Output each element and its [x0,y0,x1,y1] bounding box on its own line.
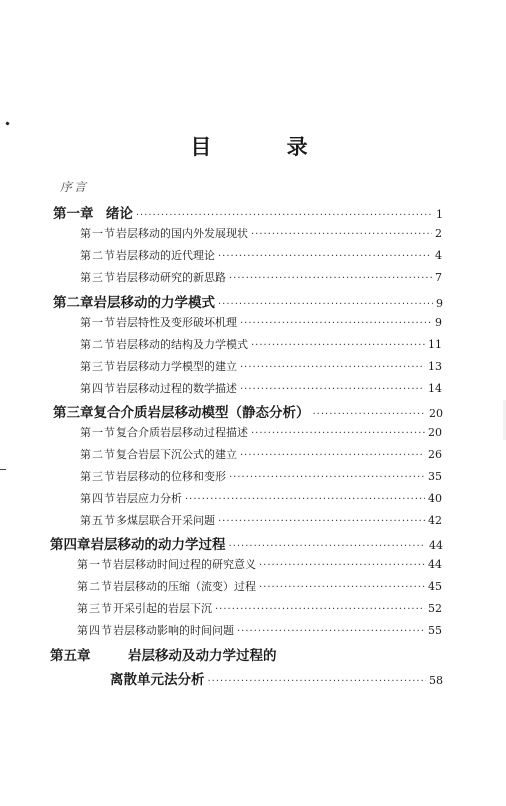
page-number: 1 [436,208,443,221]
section-title: 岩层应力分析 [116,492,182,505]
toc-section[interactable] [80,269,442,285]
toc-chapter-1[interactable] [53,202,443,222]
page-number: 2 [435,227,442,240]
page-number: 14 [428,382,442,395]
section-number: 第一节 [80,227,116,240]
chapter-title-continued: 离散单元法分析 [110,672,205,688]
page-number: 58 [429,674,443,687]
leader-dots [251,229,432,240]
chapter-number: 第二章 [53,295,94,311]
scan-mark [0,469,6,470]
section-title: 岩层移动的压缩（流变）过程 [113,580,256,593]
leader-dots [218,251,432,262]
section-title: 岩层移动的结构及力学模式 [116,338,248,351]
page-number: 26 [428,448,442,461]
page-title: 目 录 [190,134,342,159]
toc-section[interactable] [77,556,442,572]
toc-section[interactable] [80,247,442,263]
section-number: 第四节 [77,624,113,637]
leader-dots [229,541,427,552]
chapter-title: 岩层移动的力学模式 [93,295,215,311]
toc-section[interactable] [80,468,442,484]
leader-dots [240,362,425,373]
section-number: 第二节 [77,580,113,593]
leader-dots [215,604,425,615]
toc-section[interactable] [77,578,442,594]
section-number: 第二节 [80,448,116,461]
chapter-number: 第四章 [50,537,91,553]
section-title: 岩层移动的国内外发展现状 [116,227,248,240]
page-number: 55 [428,624,442,637]
toc-section[interactable] [77,622,442,638]
chapter-title: 绪论 [105,206,133,222]
leader-dots [185,494,425,505]
toc-chapter-4[interactable] [50,533,443,553]
page-number: 11 [428,338,442,351]
leader-dots [208,676,427,687]
toc-section[interactable] [80,336,442,352]
toc-section[interactable] [80,446,442,462]
leader-dots [240,450,425,461]
leader-dots [218,516,425,527]
toc-chapter-5-continued[interactable] [110,668,443,688]
page-number: 20 [428,426,442,439]
page-number: 40 [428,492,442,505]
toc-chapter-2[interactable] [53,291,443,311]
page-number: 35 [428,470,442,483]
chapter-title: 复合介质岩层移动模型（静态分析） [93,405,310,421]
leader-dots [313,409,427,420]
page-number: 45 [428,580,442,593]
page-number: 4 [435,249,442,262]
section-title: 开采引起的岩层下沉 [113,602,212,615]
leader-dots [237,626,425,637]
page-number: 9 [436,297,443,310]
toc-section[interactable] [80,512,442,528]
leader-dots [251,428,425,439]
section-number: 第一节 [80,316,116,329]
page-number: 52 [428,602,442,615]
toc-chapter-3[interactable] [53,401,443,421]
leader-dots [240,384,425,395]
toc-section[interactable] [77,600,442,616]
leader-dots [259,560,425,571]
section-number: 第四节 [80,382,116,395]
toc-chapter-5[interactable] [50,644,443,664]
section-title: 岩层移动的位移和变形 [116,470,226,483]
page-number: 9 [435,316,442,329]
toc-section[interactable] [80,314,442,330]
section-title: 岩层特性及变形破坏机理 [116,316,237,329]
leader-dots [240,318,432,329]
section-title: 复合介质岩层移动过程描述 [116,426,248,439]
section-title: 岩层移动力学模型的建立 [116,360,237,373]
section-title: 岩层移动过程的数学描述 [116,382,237,395]
section-title: 岩层移动研究的新思路 [116,271,226,284]
chapter-number: 第一章 [53,206,94,222]
section-title: 岩层移动时间过程的研究意义 [113,558,256,571]
preface-label: 序言 [60,180,89,194]
leader-dots [229,273,432,284]
toc-section[interactable] [80,424,442,440]
section-title: 岩层移动的近代理论 [116,249,215,262]
section-number: 第三节 [77,602,113,615]
chapter-number: 第五章 [50,648,91,664]
chapter-title: 岩层移动及动力学过程的 [128,648,277,664]
section-number: 第三节 [80,360,116,373]
toc-section[interactable] [80,380,442,396]
leader-dots [229,472,425,483]
toc-section[interactable] [80,490,442,506]
page-number: 44 [428,558,442,571]
section-number: 第一节 [77,558,113,571]
leader-dots [259,582,425,593]
leader-dots [218,299,433,310]
chapter-title: 岩层移动的动力学过程 [90,537,226,553]
section-title: 多煤层联合开采问题 [116,514,215,527]
leader-dots [251,340,425,351]
section-number: 第三节 [80,271,116,284]
section-number: 第一节 [80,426,116,439]
page-number: 20 [429,407,443,420]
scan-speck [5,121,9,125]
section-number: 第五节 [80,514,116,527]
page-number: 42 [428,514,442,527]
section-number: 第三节 [80,470,116,483]
leader-dots [136,210,433,221]
chapter-number: 第三章 [53,405,94,421]
page-number: 44 [429,539,443,552]
page-number: 13 [428,360,442,373]
section-title: 岩层移动影响的时间问题 [113,624,234,637]
toc-section[interactable] [80,358,442,374]
section-title: 复合岩层下沉公式的建立 [116,448,237,461]
page-number: 7 [435,271,442,284]
section-number: 第四节 [80,492,116,505]
toc-section[interactable] [80,225,442,241]
section-number: 第二节 [80,249,116,262]
section-number: 第二节 [80,338,116,351]
